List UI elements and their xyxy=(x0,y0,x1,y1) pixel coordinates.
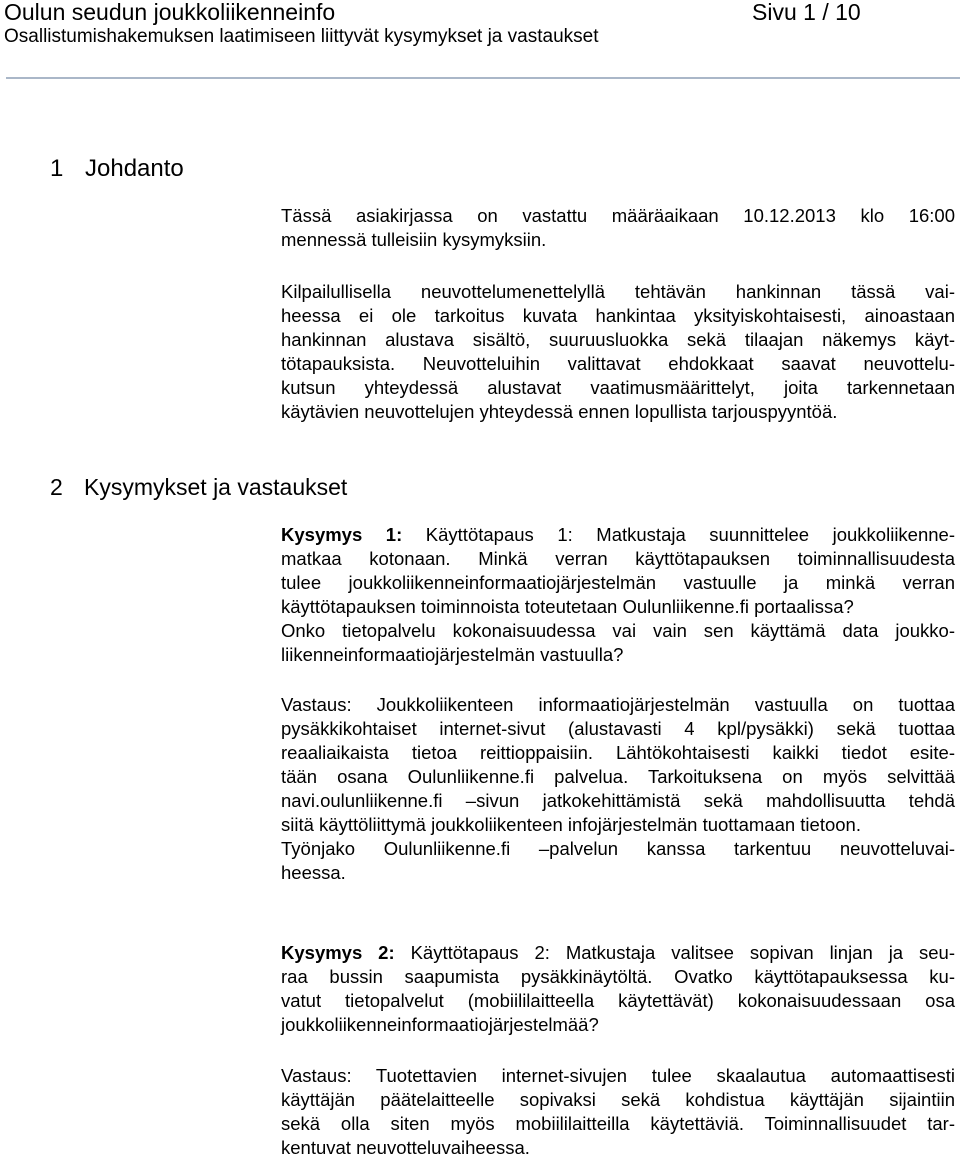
intro-paragraph-1 xyxy=(281,204,955,252)
question-label: Kysymys 1: xyxy=(281,524,403,545)
text-line: liikenneinformaatiojärjestelmän vastuulla? xyxy=(281,644,624,665)
question-text: Käyttötapaus 2: Matkustaja valitsee sopivan linjan ja seu- xyxy=(394,942,956,963)
text-line: reaaliaikaista tietoa reittioppaisiin. Lähtökohtaisesti kaikki tiedot esite- xyxy=(281,742,955,763)
text-line: Vastaus: Tuotettavien internet-sivujen tulee skaalautua automaattisesti xyxy=(281,1065,955,1086)
intro-paragraph-2 xyxy=(281,280,955,424)
text-line: navi.oulunliikenne.fi –sivun jatkokehittämistä sekä mahdollisuutta tehdä xyxy=(281,790,955,811)
section-number: 1 xyxy=(50,155,64,182)
question-label: Kysymys 2: xyxy=(281,942,395,963)
section-number: 2 xyxy=(50,474,63,500)
page-number: Sivu 1 / 10 xyxy=(752,0,861,25)
text-line: käytävien neuvottelujen yhteydessä ennen lopullista tarjouspyyntöä. xyxy=(281,401,838,422)
text-line: tötapauksista. Neuvotteluihin valittavat ehdokkaat saavat neuvottelu- xyxy=(281,353,955,374)
text-line xyxy=(281,941,955,965)
text-line: siitä käyttöliittymä joukkoliikenteen infojärjestelmän tuottamaan tietoon. xyxy=(281,814,861,835)
text-line xyxy=(281,523,955,547)
text-line: joukkoliikenneinformaatiojärjestelmää? xyxy=(281,1014,599,1035)
text-line: Tässä asiakirjassa on vastattu määräaikaan 10.12.2013 klo 16:00 xyxy=(281,205,955,226)
text-line: tulee joukkoliikenneinformaatiojärjestelmän vastuulle ja minkä verran xyxy=(281,572,955,593)
text-line: kutsun yhteydessä alustavat vaatimusmäärittelyt, joita tarkennetaan xyxy=(281,377,955,398)
question-1 xyxy=(281,523,955,667)
text-line: vatut tietopalvelut (mobiililaitteella käytettävät) kokonaisuudessaan osa xyxy=(281,990,955,1011)
text-line: sekä olla siten myös mobiililaitteilla käytettäviä. Toiminnallisuudet tar- xyxy=(281,1113,955,1134)
document-title: Oulun seudun joukkoliikenneinfo xyxy=(4,0,336,25)
text-line: hankinnan alustava sisältö, suuruusluokka sekä tilaajan näkemys käyt- xyxy=(281,329,955,350)
question-text: Käyttötapaus 1: Matkustaja suunnittelee joukkoliikenne- xyxy=(402,524,955,545)
header-divider xyxy=(6,77,960,79)
document-subtitle: Osallistumishakemuksen laatimiseen liittyvät kysymykset ja vastaukset xyxy=(4,26,599,47)
answer-1 xyxy=(281,693,955,885)
section-heading-kysymykset xyxy=(50,473,347,501)
text-line: Vastaus: Joukkoliikenteen informaatiojärjestelmän vastuulla on tuottaa xyxy=(281,694,955,715)
question-2 xyxy=(281,941,955,1037)
text-line: käyttäjän päätelaitteelle sopivaksi sekä kohdistua käyttäjän sijaintiin xyxy=(281,1089,955,1110)
text-line: kentuvat neuvotteluvaiheessa. xyxy=(281,1137,530,1158)
text-line: Työnjako Oulunliikenne.fi –palvelun kanssa tarkentuu neuvotteluvai- xyxy=(281,838,955,859)
section-title: Johdanto xyxy=(85,155,184,182)
section-heading-johdanto xyxy=(50,155,184,183)
text-line: pysäkkikohtaiset internet-sivut (alustavasti 4 kpl/pysäkki) sekä tuottaa xyxy=(281,718,955,739)
text-line: tään osana Oulunliikenne.fi palvelua. Tarkoituksena on myös selvittää xyxy=(281,766,955,787)
answer-2 xyxy=(281,1064,955,1160)
text-line: käyttötapauksen toiminnoista toteutetaan Oulunliikenne.fi portaalissa? xyxy=(281,596,854,617)
text-line: heessa. xyxy=(281,862,346,883)
text-line: matkaa kotonaan. Minkä verran käyttötapauksen toiminnallisuudesta xyxy=(281,548,955,569)
section-title: Kysymykset ja vastaukset xyxy=(84,474,348,500)
text-line: mennessä tulleisiin kysymyksiin. xyxy=(281,229,547,250)
text-line: heessa ei ole tarkoitus kuvata hankintaa yksityiskohtaisesti, ainoastaan xyxy=(281,305,955,326)
text-line: raa bussin saapumista pysäkkinäytöltä. Ovatko käyttötapauksessa ku- xyxy=(281,966,955,987)
text-line: Kilpailullisella neuvottelumenettelyllä tehtävän hankinnan tässä vai- xyxy=(281,281,955,302)
text-line: Onko tietopalvelu kokonaisuudessa vai vain sen käyttämä data joukko- xyxy=(281,620,955,641)
